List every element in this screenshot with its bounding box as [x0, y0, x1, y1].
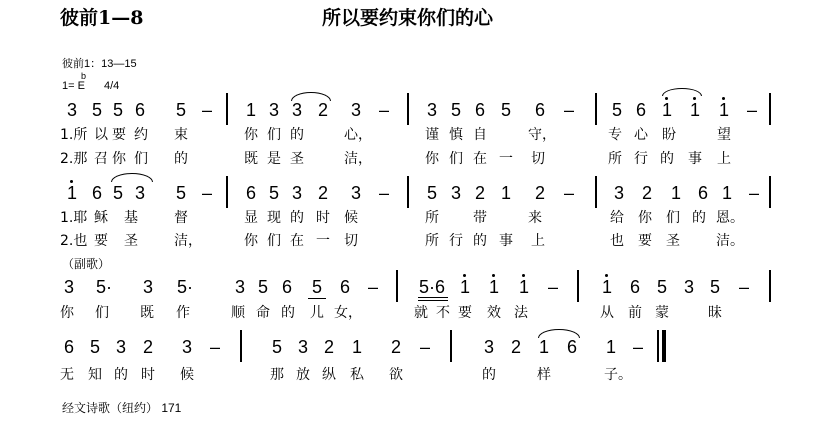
note: 2 [142, 337, 153, 357]
scripture-reference: 彼前1：13—15 [62, 58, 137, 70]
note: 1 [718, 100, 729, 120]
dash: – [209, 337, 220, 357]
dash: – [547, 277, 558, 297]
note: 1 [500, 183, 511, 203]
lyric: 顺 [231, 305, 245, 321]
dash: – [563, 183, 574, 203]
slur [111, 173, 153, 182]
lyric: 的 [281, 305, 295, 321]
source-footer: 经文诗歌（纽约） 171 [62, 401, 182, 415]
lyric: 一 [316, 233, 330, 249]
note: 5 [89, 337, 100, 357]
lyric: 候 [180, 367, 194, 383]
note: 1 [538, 337, 549, 357]
dash: – [738, 277, 749, 297]
lyric: 洁， [344, 151, 372, 167]
lyric: 2.那 [60, 151, 88, 167]
high-octave-dot [722, 97, 725, 100]
note: 3 [297, 337, 308, 357]
lyric: 们 [95, 305, 109, 321]
note: 6 [629, 277, 640, 297]
lyric: 要 [638, 233, 652, 249]
note: 1 [488, 277, 499, 297]
lyric: 知 [88, 367, 102, 383]
lyric: 行 [449, 233, 463, 249]
note: 3 [683, 277, 694, 297]
lyric: 既 [244, 151, 258, 167]
slur [662, 88, 702, 96]
note: 5 [91, 100, 102, 120]
note: 3 [291, 183, 302, 203]
lyric: 现 [267, 210, 281, 226]
lyric: 在 [290, 233, 304, 249]
lyric: 时 [141, 367, 155, 383]
lyric: 显 [244, 210, 258, 226]
underline [308, 298, 326, 299]
barline [769, 270, 771, 302]
lyric: 事 [688, 151, 702, 167]
lyric: 圣 [666, 233, 680, 249]
lyric: 的 [660, 151, 674, 167]
lyric: 要 [458, 305, 472, 321]
lyric: 谨 [425, 127, 439, 143]
barline [769, 176, 771, 208]
high-octave-dot [492, 274, 495, 277]
lyric: 欲 [389, 367, 403, 383]
lyric: 1.耶 [60, 210, 88, 226]
note: 1 [351, 337, 362, 357]
lyric: 给 [610, 210, 624, 226]
note: 5 [271, 337, 282, 357]
note: 3 [268, 100, 279, 120]
lyric: 你 [638, 210, 652, 226]
high-octave-dot [70, 180, 73, 183]
lyric: 慎 [449, 127, 463, 143]
note: 3 [234, 277, 245, 297]
note: 1 [518, 277, 529, 297]
note: 1 [670, 183, 681, 203]
barline [226, 176, 228, 208]
lyric: 法 [514, 305, 528, 321]
note: 1 [721, 183, 732, 203]
lyric: 的 [692, 210, 706, 226]
lyric: 时 [316, 210, 330, 226]
lyric: 样 [537, 367, 551, 383]
underline [418, 300, 448, 301]
lyric: 圣 [124, 233, 138, 249]
note: 6 [474, 100, 485, 120]
lyric: 上 [531, 233, 545, 249]
note: 6 [134, 100, 145, 120]
dash: – [419, 337, 430, 357]
note: 3 [350, 100, 361, 120]
lyric: 们 [267, 233, 281, 249]
slur [538, 329, 580, 338]
lyric: 就 [414, 305, 428, 321]
lyric: 命 [256, 305, 270, 321]
lyric: 盼 [662, 127, 676, 143]
dash: – [367, 277, 378, 297]
note: 3 [613, 183, 624, 203]
note: 3 [483, 337, 494, 357]
lyric: 要 [112, 127, 126, 143]
lyric: 上 [717, 151, 731, 167]
lyric: 基 [124, 210, 138, 226]
note: 1 [605, 337, 616, 357]
note: 1 [245, 100, 256, 120]
note: 6 [281, 277, 292, 297]
lyric: 带 [473, 210, 487, 226]
note: 1 [661, 100, 672, 120]
lyric: 你 [244, 233, 258, 249]
note: 3 [291, 100, 302, 120]
note: 6 [91, 183, 102, 203]
lyric: 候 [344, 210, 358, 226]
note: 5 [257, 277, 268, 297]
slur [291, 92, 331, 101]
dash: – [378, 183, 389, 203]
note: 5 [112, 183, 123, 203]
note: 1 [689, 100, 700, 120]
high-octave-dot [522, 274, 525, 277]
lyric: 儿 [310, 305, 324, 321]
barline [407, 93, 409, 125]
dash: – [378, 100, 389, 120]
dash: – [563, 100, 574, 120]
note: 3 [134, 183, 145, 203]
barline [595, 93, 597, 125]
lyric: 切 [531, 151, 545, 167]
hymn-title: 所以要约束你们的心 [322, 7, 494, 29]
note: 5 [500, 100, 511, 120]
note: 5 [709, 277, 720, 297]
dash: – [748, 183, 759, 203]
note: 2 [534, 183, 545, 203]
lyric: 放 [296, 367, 310, 383]
lyric: 那 [270, 367, 284, 383]
flat-sign: b [81, 71, 87, 81]
lyric: 圣 [290, 151, 304, 167]
chorus-label: （副歌） [62, 257, 111, 271]
lyric: 的 [290, 210, 304, 226]
note: 3 [63, 277, 74, 297]
note: 5 [268, 183, 279, 203]
note: 6 [339, 277, 350, 297]
lyric: 在 [473, 151, 487, 167]
lyric: 切 [344, 233, 358, 249]
note: 5 [175, 100, 186, 120]
note: 3 [426, 100, 437, 120]
note: 2 [317, 100, 328, 120]
note: 5 [112, 100, 123, 120]
lyric: 所 [425, 233, 439, 249]
note: 3 [66, 100, 77, 120]
lyric: 私 [350, 367, 364, 383]
lyric: 1.所 [60, 127, 88, 143]
barline [240, 330, 242, 362]
barline [450, 330, 452, 362]
note: 1 [601, 277, 612, 297]
lyric: 们 [267, 127, 281, 143]
underline [418, 297, 448, 298]
lyric: 自 [473, 127, 487, 143]
lyric: 的 [482, 367, 496, 383]
note: 3 [450, 183, 461, 203]
barline [407, 176, 409, 208]
note: 2 [474, 183, 485, 203]
lyric: 守， [528, 127, 556, 143]
high-octave-dot [665, 97, 668, 100]
lyric: 无 [60, 367, 74, 383]
lyric: 督 [174, 210, 188, 226]
lyric: 所 [608, 151, 622, 167]
note: 3 [350, 183, 361, 203]
scripture-reference-header: 彼前1—8 [60, 7, 144, 29]
lyric: 你 [112, 151, 126, 167]
lyric: 的 [174, 151, 188, 167]
note: 3 [142, 277, 153, 297]
lyric: 从 [600, 305, 614, 321]
lyric: 专 [608, 127, 622, 143]
lyric: 恩。 [716, 210, 744, 226]
time-signature: 4/4 [104, 80, 120, 92]
lyric: 心， [344, 127, 372, 143]
lyric: 所 [425, 210, 439, 226]
lyric: 是 [267, 151, 281, 167]
final-barline-thick [662, 330, 666, 362]
high-octave-dot [605, 274, 608, 277]
note: 6 [63, 337, 74, 357]
note: 5 [426, 183, 437, 203]
dash: – [746, 100, 757, 120]
note: 5· [176, 277, 193, 297]
lyric: 效 [487, 305, 501, 321]
note: 1 [66, 183, 77, 203]
lyric: 们 [666, 210, 680, 226]
note: 6 [635, 100, 646, 120]
note: 1 [459, 277, 470, 297]
lyric: 你 [244, 127, 258, 143]
barline [226, 93, 228, 125]
note: 5 [175, 183, 186, 203]
lyric: 的 [290, 127, 304, 143]
note: 3 [115, 337, 126, 357]
note: 2 [510, 337, 521, 357]
lyric: 一 [499, 151, 513, 167]
note: 3 [181, 337, 192, 357]
lyric: 前 [628, 305, 642, 321]
lyric: 洁。 [716, 233, 744, 249]
lyric: 望 [717, 127, 731, 143]
lyric: 女， [334, 305, 362, 321]
barline [577, 270, 579, 302]
note: 2 [317, 183, 328, 203]
lyric: 事 [499, 233, 513, 249]
high-octave-dot [463, 274, 466, 277]
note: 5·6 [418, 277, 445, 297]
dash: – [201, 100, 212, 120]
lyric: 要 [94, 233, 108, 249]
lyric: 你 [425, 151, 439, 167]
lyric: 子。 [604, 367, 632, 383]
note: 5· [95, 277, 112, 297]
lyric: 你 [60, 305, 74, 321]
high-octave-dot [693, 97, 696, 100]
note: 5 [611, 100, 622, 120]
note: 6 [566, 337, 577, 357]
lyric: 召 [94, 151, 108, 167]
barline [396, 270, 398, 302]
lyric: 2.也 [60, 233, 88, 249]
lyric: 来 [528, 210, 542, 226]
lyric: 不 [436, 305, 450, 321]
lyric: 蒙 [655, 305, 669, 321]
note: 6 [245, 183, 256, 203]
note: 5 [450, 100, 461, 120]
lyric: 洁， [174, 233, 202, 249]
note: 6 [697, 183, 708, 203]
lyric: 们 [134, 151, 148, 167]
lyric: 作 [176, 305, 190, 321]
lyric: 昧 [708, 305, 722, 321]
note: 6 [534, 100, 545, 120]
lyric: 以 [94, 127, 108, 143]
lyric: 也 [610, 233, 624, 249]
lyric: 行 [634, 151, 648, 167]
dash: – [632, 337, 643, 357]
lyric: 们 [449, 151, 463, 167]
lyric: 束 [174, 127, 188, 143]
dash: – [201, 183, 212, 203]
lyric: 心 [634, 127, 648, 143]
lyric: 约 [134, 127, 148, 143]
key-signature: 1= E [62, 80, 85, 92]
lyric: 既 [140, 305, 154, 321]
barline [769, 93, 771, 125]
lyric: 的 [114, 367, 128, 383]
lyric: 的 [473, 233, 487, 249]
lyric: 纵 [322, 367, 336, 383]
note: 5 [656, 277, 667, 297]
final-barline-thin [657, 330, 659, 362]
note: 5 [311, 277, 322, 297]
barline [595, 176, 597, 208]
lyric: 稣 [94, 210, 108, 226]
note: 2 [390, 337, 401, 357]
note: 2 [323, 337, 334, 357]
note: 2 [641, 183, 652, 203]
